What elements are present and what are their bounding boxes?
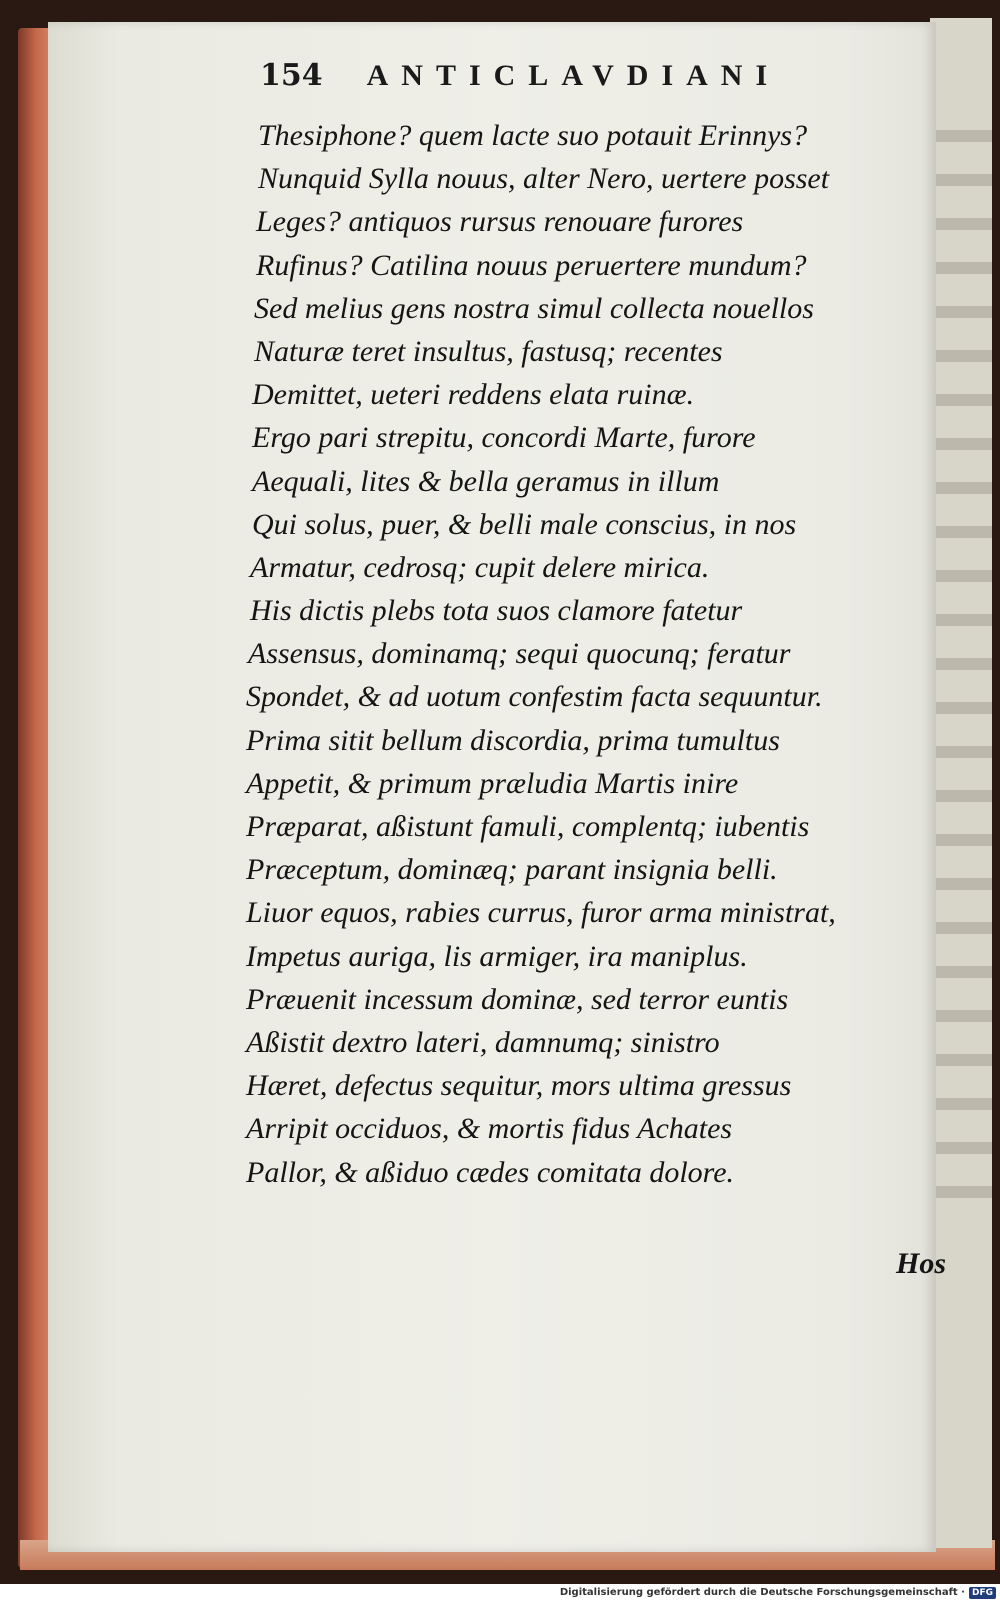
verse-line: Sed melius gens nostra simul collecta nouellos [254,291,814,325]
book-page [48,22,947,1552]
running-title: ANTICLAVDIANI [366,59,781,92]
verse-line: Liuor equos, rabies currus, furor arma ministrat, [246,896,836,930]
verse-line: Appetit, & primum præludia Martis inire [246,766,739,800]
footer-credit: Digitalisierung gefördert durch die Deutsche Forschungsgemeinschaft · [559,1587,965,1598]
verse-line: Rufinus? Catilina nouus peruertere mundum? [256,248,807,282]
facing-page-edge [930,18,992,1548]
verse-line: Demittet, ueteri reddens elata ruinæ. [252,378,695,412]
verse-line: Impetus auriga, lis armiger, ira maniplus. [246,939,748,973]
verse-line: Armatur, cedrosq; cupit delere mirica. [250,550,710,584]
catchword: Hos [896,1247,947,1280]
verse-line: Aßistit dextro lateri, damnumq; sinistro [246,1025,720,1059]
verse-line: Leges? antiquos rursus renouare furores [256,205,744,239]
verse-line: Hæret, defectus sequitur, mors ultima gressus [246,1069,792,1103]
verse-line: Arripit occiduos, & mortis fidus Achates [246,1112,733,1146]
verse-line: Prima sitit bellum discordia, prima tumultus [246,723,780,757]
verse-line: Assensus, dominamq; sequi quocunq; feratur [248,637,791,671]
verse-line: Præuenit incessum dominæ, sed terror euntis [246,982,789,1016]
page-header [260,58,880,106]
verse-line: Naturæ teret insultus, fastusq; recentes [254,334,723,368]
dfg-logo-icon: DFG [969,1587,996,1599]
verse-line: Ergo pari strepitu, concordi Marte, furore [252,421,756,455]
verse-line: Præparat, aßistunt famuli, complentq; iubentis [246,810,810,843]
digitization-footer [0,1584,1000,1601]
verse-line: His dictis plebs tota suos clamore fatetur [250,594,743,628]
verse-line: Aequali, lites & bella geramus in illum [252,464,720,498]
verse-line: Qui solus, puer, & belli male conscius, in nos [252,507,797,541]
verse-line: Thesiphone? quem lacte suo potauit Erinnys? [258,119,808,152]
verse-line: Præceptum, dominæq; parant insignia belli. [246,853,778,887]
verse-line: Pallor, & aßiduo cædes comitata dolore. [246,1155,735,1189]
page-number: 154 [260,58,323,93]
verse-block [246,114,936,1194]
verse-line: Spondet, & ad uotum confestim facta sequuntur. [246,680,823,714]
verse-line: Nunquid Sylla nouus, alter Nero, uertere posset [258,162,830,196]
